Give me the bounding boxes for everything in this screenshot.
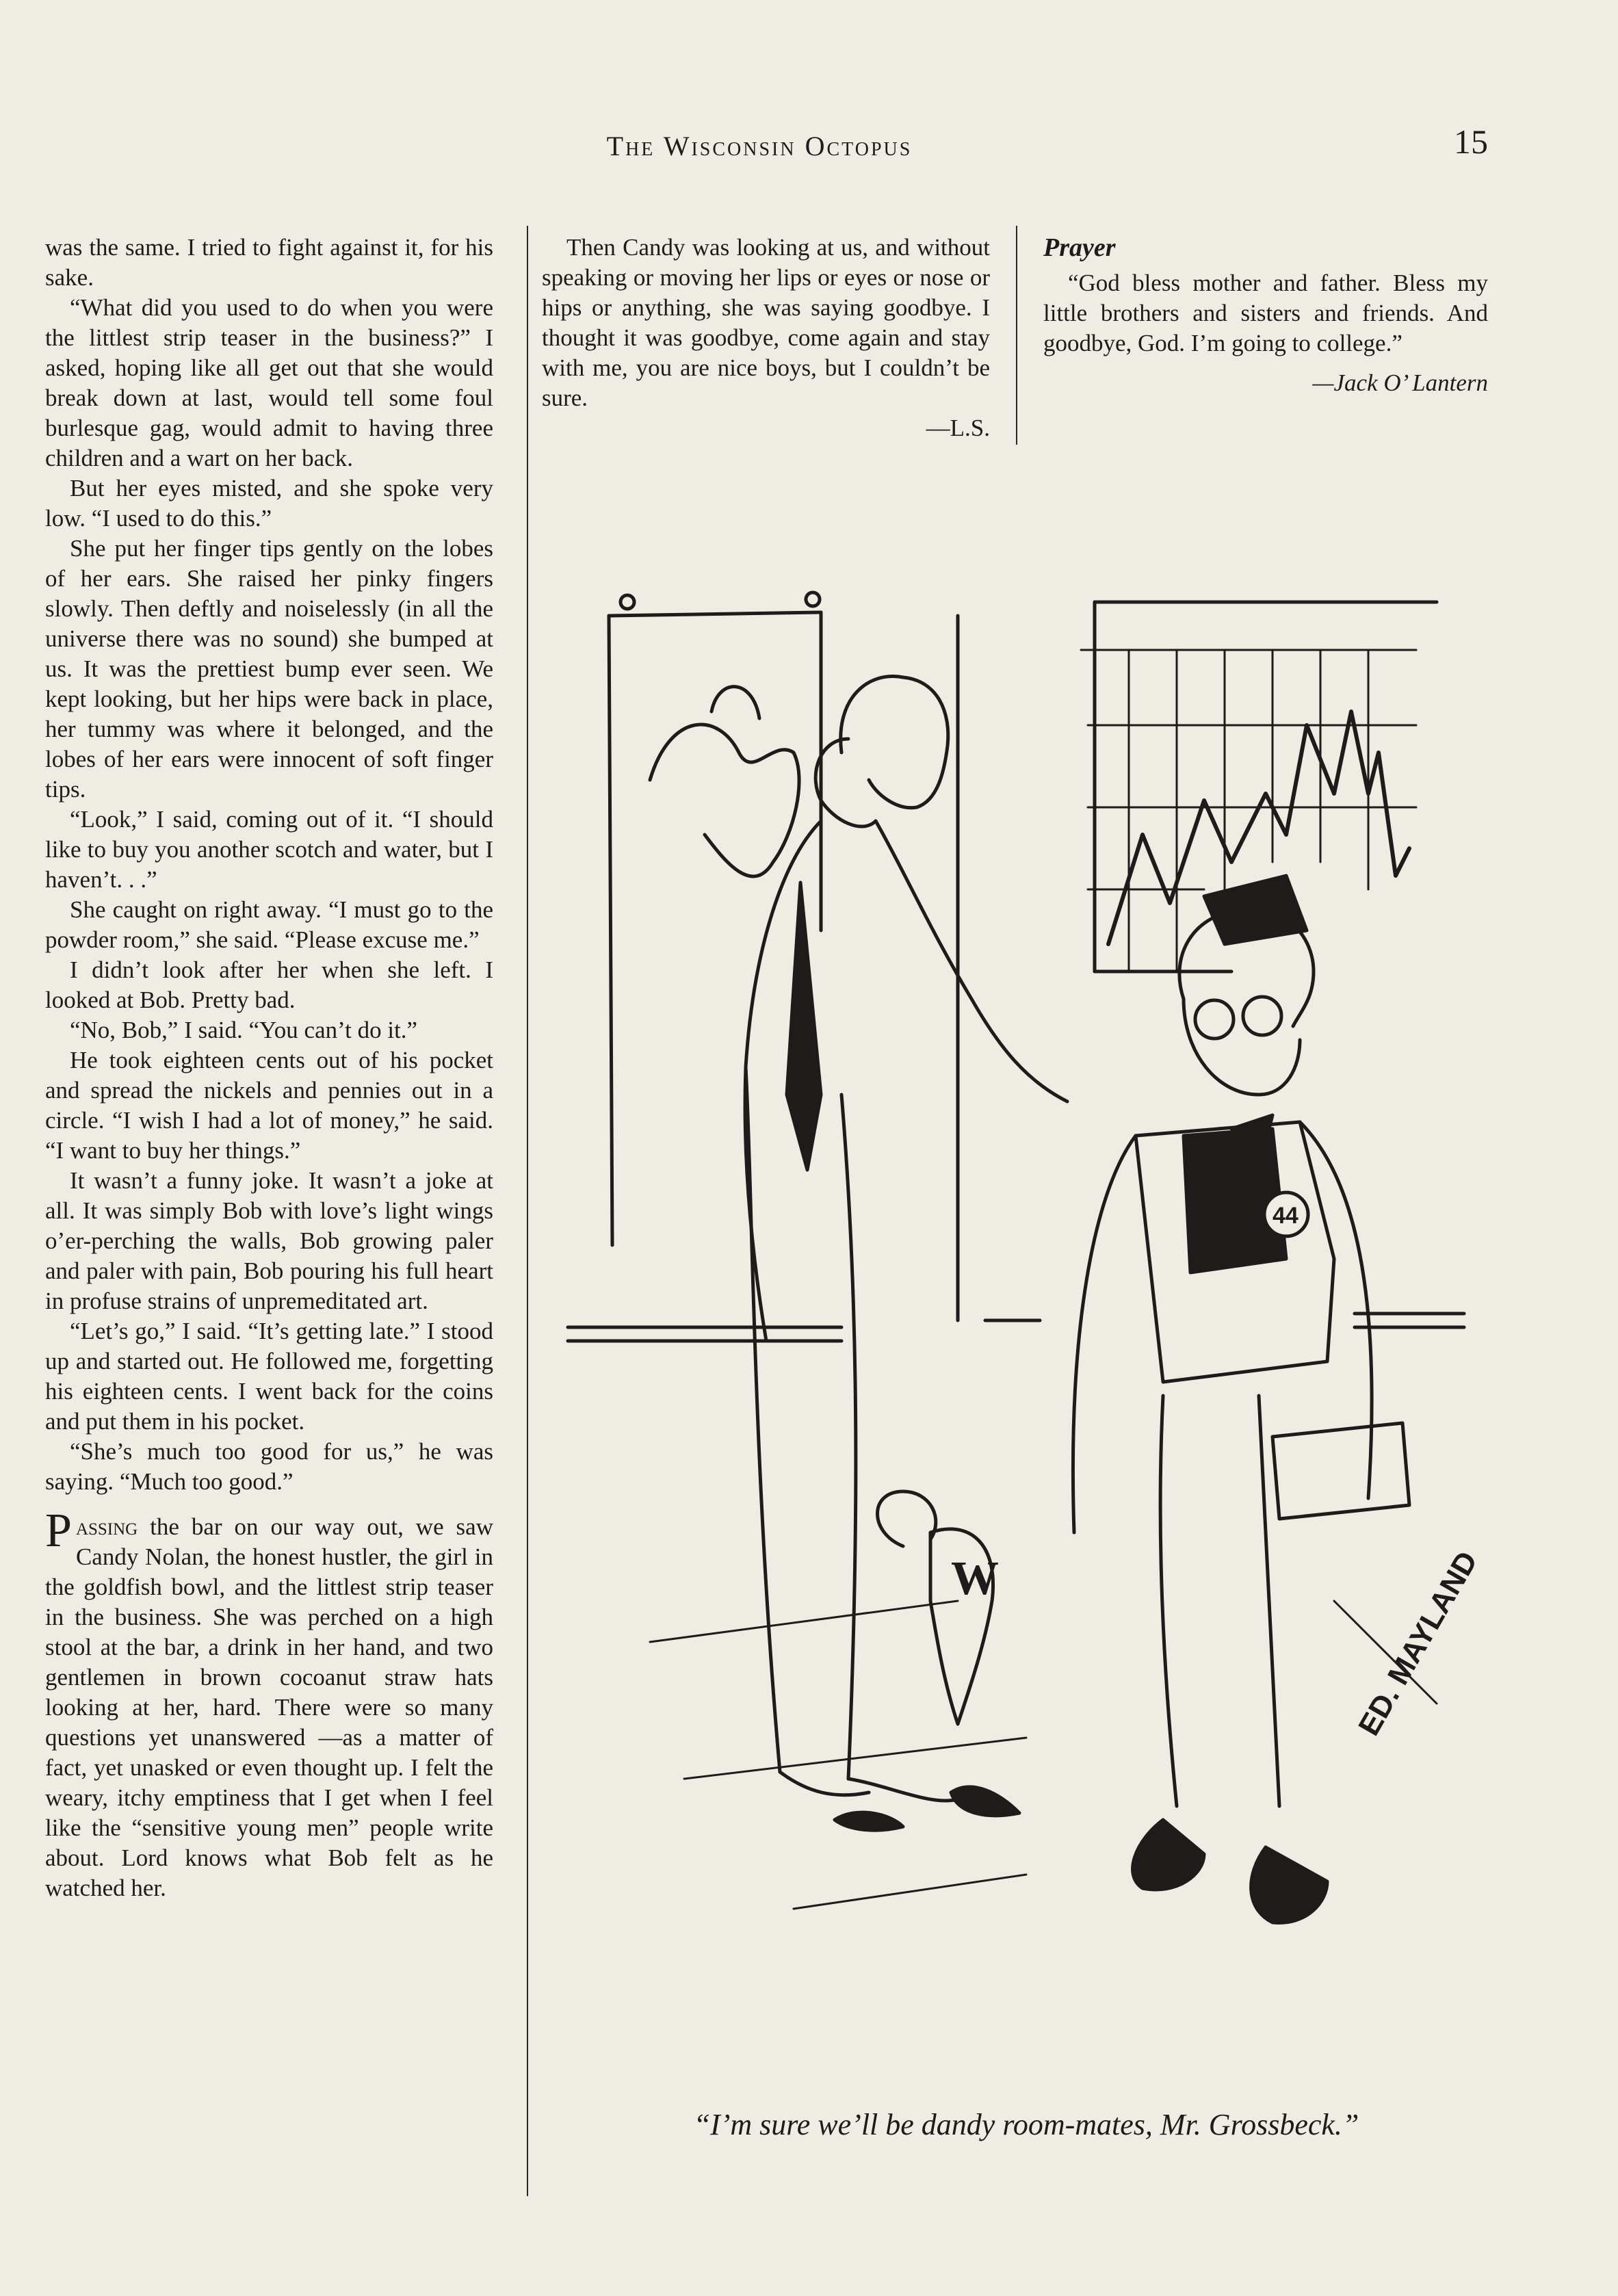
prayer-title: Prayer <box>1043 233 1116 262</box>
umbrella-letter: W <box>951 1552 999 1605</box>
prayer-column <box>1043 233 1488 398</box>
story-paragraph: I didn’t look after her when she left. I looked at Bob. Pretty bad. <box>45 956 493 1013</box>
story-attribution: —L.S. <box>926 415 990 441</box>
prayer-text: “God bless mother and father. Bless my little brothers and sisters and friends. And goodbye, God. I’m going to college.” <box>1043 270 1488 356</box>
running-header-title: The Wisconsin Octopus <box>606 131 913 161</box>
cartoon-illustration <box>547 575 1505 2039</box>
story-column-2 <box>542 233 990 443</box>
prayer-attribution: —Jack O’ Lantern <box>1312 369 1488 396</box>
tall-man-figure <box>745 676 1067 1830</box>
anatomy-poster <box>609 592 821 1245</box>
story-paragraph: But her eyes misted, and she spoke very low. “I used to do this.” <box>45 475 493 532</box>
page-number: 15 <box>1454 122 1488 161</box>
story-paragraph: “Let’s go,” I said. “It’s getting late.” I stood up and started out. He followed me, forgetting his eighteen cents. I went back for the coins and put them in his pocket. <box>45 1318 493 1435</box>
small-caps-lead: assing <box>75 1513 138 1540</box>
story-paragraph-dropcap <box>45 1504 493 1903</box>
story-paragraph: Then Candy was looking at us, and without speaking or moving her lips or eyes or nose or hips or anything, she was saying goodbye. I thought it was goodbye, come again and stay with me, you are nice boys, but I couldn’t be sure. <box>542 234 990 411</box>
artist-signature: ED. MAYLAND <box>1352 1545 1485 1741</box>
story-paragraph: She put her finger tips gently on the lobes of her ears. She raised her pinky fingers slowly. Then deftly and noiselessly (in all the universe there was no sound) she bumped at us. It was the prettiest bump ever seen. We kept looking, but her hips were back in place, her tummy was where it belonged, and the lobes of her ears were innocent of soft finger tips. <box>45 535 493 803</box>
cartoon-caption: “I’m sure we’ll be dandy room-mates, Mr. Grossbeck.” <box>693 2108 1359 2141</box>
column-rule-right <box>1016 226 1017 445</box>
story-paragraph: was the same. I tried to fight against it, for his sake. <box>45 234 493 291</box>
badge-number: 44 <box>1273 1203 1299 1229</box>
student-figure <box>1073 876 1409 1922</box>
story-paragraph: It wasn’t a funny joke. It wasn’t a joke at all. It was simply Bob with love’s light wings o’er-perching the walls, Bob growing paler and paler with pain, Bob pouring his full heart in profuse strains of unpremeditated art. <box>45 1167 493 1314</box>
story-paragraph: She caught on right away. “I must go to the powder room,” she said. “Please excuse me.” <box>45 896 493 953</box>
story-column-1 <box>45 233 493 1903</box>
column-rule-left <box>527 226 528 2196</box>
story-paragraph: “What did you used to do when you were the littlest strip teaser in the business?” I asked, hoping like all get out that she would break down at last, would tell some foul burlesque gag, would admit to having three children and a wart on her back. <box>45 294 493 471</box>
umbrella <box>878 1491 1000 1724</box>
story-text: the bar on our way out, we saw Candy Nolan, the honest hustler, the girl in the goldfish bowl, and the littlest strip teaser in the business. She was perched on a high stool at the bar, a drink in her hand, and two gentlemen in brown cocoanut straw hats looking at her, hard. There were so many questions yet unanswered —as a matter of fact, yet unasked or even thought up. I felt the weary, itchy emptiness that I get when I feel like the “sensitive young men” people write about. Lord knows what Bob felt as he watched her. <box>45 1513 493 1901</box>
drop-cap: P <box>45 1504 72 1557</box>
story-paragraph: “She’s much too good for us,” he was saying. “Much too good.” <box>45 1438 493 1495</box>
story-paragraph: “Look,” I said, coming out of it. “I should like to buy you another scotch and water, but I haven’t. . .” <box>45 806 493 893</box>
story-paragraph: He took eighteen cents out of his pocket and spread the nickels and pennies out in a circle. “I wish I had a lot of money,” he said. “I want to buy her things.” <box>45 1047 493 1164</box>
story-paragraph: “No, Bob,” I said. “You can’t do it.” <box>70 1017 418 1043</box>
